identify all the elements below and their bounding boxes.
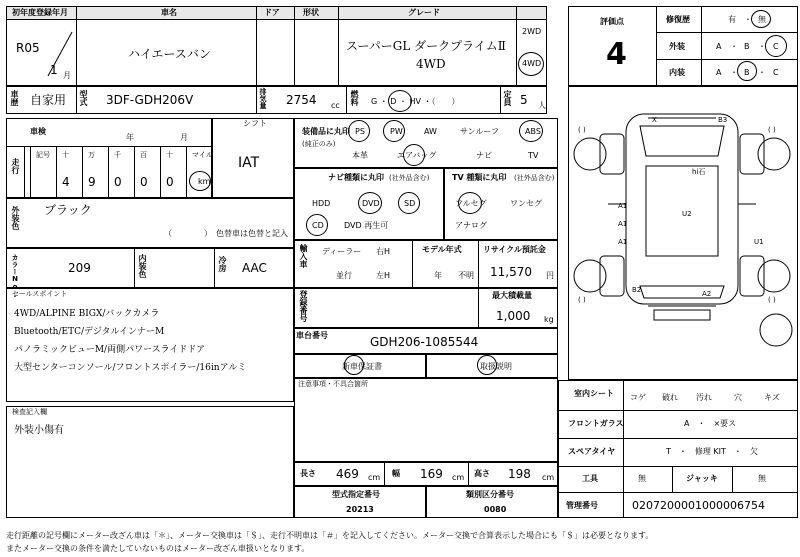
divider	[384, 462, 385, 486]
class-no-label: 類別区分番号	[466, 490, 514, 499]
int-b: B	[744, 68, 750, 77]
warranty-label: 新車保証書	[342, 362, 382, 371]
equip-ps: PS	[355, 127, 365, 136]
inspector-value: 外装小傷有	[14, 425, 64, 436]
hei-value: 198	[508, 467, 531, 481]
divider	[346, 86, 347, 114]
repair-no: 無	[758, 15, 766, 24]
mileage-header-cell: 百	[140, 151, 147, 159]
divider	[338, 6, 339, 86]
mileage-cell-divider	[134, 147, 135, 198]
mileage-cell-divider	[82, 147, 83, 198]
sales-line: パノラミックビューM/両側パワースライドドア	[14, 345, 206, 355]
score-label: 評価点	[600, 17, 624, 26]
load-label: 最大積載量	[492, 291, 532, 300]
notes-block	[294, 378, 558, 462]
svg-text:( ): ( )	[578, 126, 586, 134]
recycle-unit: 円	[546, 271, 554, 280]
equip-sunroof: サンルーフ	[460, 127, 499, 136]
mileage-header-cell: 記号	[36, 151, 50, 159]
nav-label: ナビ種類に丸印	[328, 173, 384, 182]
import-dealer: ディーラー	[322, 247, 362, 256]
equip-tv: TV	[528, 151, 539, 160]
mileage-header-cell: 万	[88, 151, 95, 159]
wid-label: 幅	[392, 469, 400, 478]
spare-value: T ・ 修理 KIT ・ 欠	[666, 447, 758, 456]
len-unit: cm	[368, 473, 381, 482]
int-c: C	[773, 68, 779, 77]
reg-label: 登録番号	[299, 290, 308, 322]
tv-label: TV 種類に丸印	[452, 173, 507, 182]
divider	[732, 466, 733, 492]
seat-label: 室内シート	[574, 389, 614, 398]
divider	[294, 6, 295, 86]
seat-hole: 穴	[734, 393, 742, 402]
model-year-unknown: 不明	[458, 271, 474, 280]
shift-value: IAT	[238, 155, 260, 171]
inspector-label: 検査記入欄	[12, 408, 47, 416]
equipment-label: 装備品に丸印	[302, 127, 350, 136]
mark-b3: B3	[718, 116, 728, 124]
load-value: 1,000	[496, 309, 531, 323]
model-value: 3DF-GDH206V	[106, 93, 194, 107]
divider	[656, 59, 798, 60]
grade-line1: スーパーGL ダークプライムⅡ	[346, 39, 506, 53]
nav-dvd-play: DVD 再生可	[344, 221, 389, 230]
tools-label: 工具	[582, 474, 598, 483]
shift-label: シフト	[243, 119, 267, 128]
divider	[701, 6, 702, 86]
dvd-circle	[358, 192, 382, 214]
import-lh: 左H	[376, 271, 391, 280]
spare-label: スペアタイヤ	[568, 447, 616, 456]
mgmt-label: 管理番号	[566, 501, 598, 510]
ext-color-paren: （ ）	[164, 229, 212, 238]
int-a: A	[716, 68, 722, 77]
mark-hi: hi石	[692, 168, 706, 176]
disp-value: 2754	[286, 93, 317, 107]
first-reg-month: 1	[50, 63, 58, 77]
car-diagram	[568, 86, 798, 380]
divider	[256, 6, 257, 86]
seat-scratch: キズ	[764, 393, 780, 402]
equip-pw: PW	[390, 127, 403, 136]
divider	[214, 248, 215, 288]
sd-circle	[398, 192, 420, 214]
chassis-label: 車台番号	[296, 331, 328, 340]
equip-aw: AW	[424, 127, 437, 136]
pw-circle	[383, 120, 405, 142]
disp-unit: cc	[331, 101, 340, 110]
cap-unit: 人	[538, 101, 546, 110]
repair-yes: 有	[728, 15, 736, 24]
ext-color-label: 外装色	[11, 206, 20, 230]
hei-label: 高さ	[474, 469, 490, 478]
inspector-block	[6, 406, 294, 518]
divider	[558, 466, 798, 467]
class-no-value: 0080	[484, 505, 507, 514]
mileage-header-cell: マイル	[192, 151, 213, 159]
tv-fullseg: フルセグ	[455, 199, 487, 208]
inspection-label: 車検	[30, 127, 46, 136]
first-reg-era: R05	[16, 41, 40, 55]
model-year-y: 年	[434, 271, 442, 280]
import-rh: 右H	[376, 247, 391, 256]
interior-label: 内装	[669, 68, 685, 77]
nav-sub: (社外品含む)	[389, 174, 430, 182]
grade-label: グレード	[408, 8, 440, 17]
score-value: 4	[606, 37, 627, 72]
tv-analog: アナログ	[455, 221, 487, 230]
disp-label: 排気量	[259, 88, 267, 109]
cap-value: 5	[520, 93, 528, 107]
divider	[76, 86, 77, 114]
kind-label: 車歴	[10, 90, 19, 106]
mark-x: X	[652, 116, 657, 124]
month-unit: 月	[63, 71, 71, 80]
mileage-digit: 0	[166, 175, 174, 189]
ext-color-value: ブラック	[44, 203, 92, 217]
mgmt-value: 0207200001000006754	[632, 499, 765, 512]
sep: ・	[758, 42, 766, 51]
fuel-selected-circle	[388, 90, 412, 112]
nav-sd: SD	[404, 199, 416, 208]
jack-label: ジャッキ	[686, 474, 718, 483]
ac-label: 冷房	[218, 256, 227, 272]
mileage-cell-divider	[30, 147, 31, 198]
repair-selected-circle	[751, 10, 771, 28]
hei-unit: cm	[542, 473, 555, 482]
divider	[134, 248, 135, 288]
nav-cd: CD	[312, 221, 324, 230]
mileage-cell-divider	[186, 147, 187, 198]
glass-label: フロントガラス	[568, 419, 624, 428]
sales-line: 大型センターコンソール/フロントスポイラー/16inアルミ	[14, 363, 247, 373]
seat-burn: コゲ	[630, 393, 646, 402]
divider	[656, 6, 657, 86]
footer-line2: またメーター交換の条件を満たしていないものはメーター改ざん車扱いとなります。	[6, 544, 310, 553]
divider	[672, 466, 673, 492]
model-year-label: モデル年式	[422, 245, 462, 254]
repair-label: 修復歴	[666, 15, 690, 24]
inspection-year: 年	[126, 133, 134, 142]
notes-label: 注意事項・不具合箇所	[298, 380, 368, 388]
sep: ・	[744, 15, 752, 24]
equip-leather: 本革	[352, 151, 368, 160]
airbag-circle	[403, 144, 425, 166]
divider	[6, 146, 212, 147]
kind-value: 自家用	[30, 93, 67, 107]
recycle-value: 11,570	[490, 265, 532, 279]
tools-value: 無	[638, 474, 646, 483]
warranty-circle	[344, 355, 364, 375]
fuel-label: 燃料	[350, 90, 359, 106]
drive-4wd: 4WD	[522, 59, 542, 68]
mileage-digit: 0	[114, 175, 122, 189]
grade-line2: 4WD	[416, 57, 446, 71]
ext-c: C	[773, 42, 779, 51]
nav-dvd: DVD	[362, 199, 380, 208]
color-no-label: カラーNo.	[11, 254, 19, 299]
sales-line: Bluetooth/ETC/デジタルインナーM	[14, 327, 165, 337]
sales-point-label: セールスポイント	[12, 290, 68, 298]
ac-value: AAC	[242, 261, 267, 275]
sep: ・	[730, 42, 738, 51]
divider	[656, 32, 798, 33]
fuel-options: G ・ D ・ HV ・（ ）	[371, 97, 460, 106]
ext-b: B	[744, 42, 750, 51]
ext-color-note: 色替車は色替と記入	[216, 229, 288, 238]
type-no-label: 型式指定番号	[332, 490, 380, 499]
car-name-label: 車名	[161, 8, 177, 17]
doors-label: ドア	[264, 8, 280, 17]
exterior-selected-circle	[765, 35, 787, 57]
model-label: 型式	[79, 90, 88, 106]
manual-circle	[477, 355, 497, 375]
manual-label: 取扱説明	[480, 362, 512, 371]
import-label: 輸入車	[299, 244, 308, 268]
import-parallel: 並行	[336, 271, 352, 280]
glass-value: A ・ ×要ス	[684, 419, 737, 428]
mark-u2: U2	[682, 210, 692, 218]
seat-stain: 汚れ	[696, 393, 712, 402]
mileage-unit: km	[198, 177, 211, 186]
mileage-label: 走行	[11, 158, 20, 174]
type-no-value: 20213	[346, 505, 374, 514]
interior-color-label: 内装色	[138, 254, 147, 278]
mileage-cell-divider	[160, 147, 161, 198]
equipment-sub: (純正のみ)	[302, 140, 336, 148]
cd-circle	[306, 214, 328, 236]
car-name: ハイエースバン	[128, 47, 211, 61]
wid-unit: cm	[452, 473, 465, 482]
divider	[412, 240, 413, 288]
chassis-value: GDH206-1085544	[370, 335, 479, 349]
divider	[516, 6, 517, 86]
tv-oneseg: ワンセグ	[510, 199, 542, 208]
first-reg-label: 初年度登録年月	[12, 8, 68, 17]
cap-label: 定員	[503, 90, 512, 106]
exterior-label: 外装	[669, 42, 685, 51]
divider	[500, 86, 501, 114]
ps-circle	[348, 120, 370, 142]
divider	[478, 240, 479, 288]
equip-abs: ABS	[525, 127, 541, 136]
mileage-digit: 0	[140, 175, 148, 189]
mark-a2: A2	[702, 290, 712, 298]
drive-selected-circle	[518, 52, 544, 76]
divider	[558, 438, 798, 439]
mileage-digit: 9	[88, 175, 96, 189]
seat-tear: 破れ	[662, 393, 678, 402]
mileage-cell-divider	[108, 147, 109, 198]
divider	[478, 288, 479, 328]
auction-sheet	[6, 6, 798, 526]
equip-navi: ナビ	[476, 151, 492, 160]
divider	[76, 6, 77, 86]
mileage-cell-divider	[56, 147, 57, 198]
mark-a1: A1	[618, 202, 628, 210]
svg-text:( ): ( )	[578, 296, 586, 304]
km-selected-circle	[189, 171, 211, 191]
svg-text:( ): ( )	[768, 126, 776, 134]
recycle-label: リサイクル預託金	[483, 245, 546, 254]
mileage-header-cell: 千	[114, 151, 121, 159]
inspection-month: 月	[180, 133, 188, 142]
abs-circle	[519, 120, 543, 142]
mileage-header-cell: 十	[62, 151, 69, 159]
nav-hdd: HDD	[312, 199, 331, 208]
sep: ・	[758, 68, 766, 77]
divider	[558, 492, 798, 493]
mileage-header-cell: 十	[166, 151, 173, 159]
drive-2wd: 2WD	[522, 27, 542, 36]
divider	[468, 462, 469, 486]
shape-label: 形状	[303, 8, 319, 17]
equip-airbag: エアバッグ	[397, 151, 437, 160]
divider	[24, 146, 25, 198]
fullseg-circle	[458, 192, 482, 214]
load-unit: kg	[544, 315, 554, 324]
footer-line1: 走行距離の記号欄にメーター改ざん車は「＊」、メーター交換車は「＄」、走行不明車は「＃」を記入してください。メーター交換で合算表示した場合にも「＄」は必要となります。	[6, 531, 654, 540]
mark-u1: U1	[754, 238, 764, 246]
wid-value: 169	[420, 467, 443, 481]
divider	[256, 86, 257, 114]
ext-a: A	[716, 42, 722, 51]
mark-a1: A1	[618, 238, 628, 246]
interior-selected-circle	[737, 61, 757, 81]
jack-value: 無	[758, 474, 766, 483]
mileage-digit: 4	[62, 175, 70, 189]
divider	[558, 410, 798, 411]
tv-sub: (社外品含む)	[514, 174, 555, 182]
svg-text:( ): ( )	[768, 296, 776, 304]
len-label: 長さ	[300, 469, 316, 478]
mark-a1: A1	[618, 220, 628, 228]
color-no-value: 209	[68, 261, 91, 275]
sep: ・	[730, 68, 738, 77]
sales-line: 4WD/ALPINE BIGX/バックカメラ	[14, 309, 160, 319]
len-value: 469	[336, 467, 359, 481]
mark-b2: B2	[632, 286, 642, 294]
